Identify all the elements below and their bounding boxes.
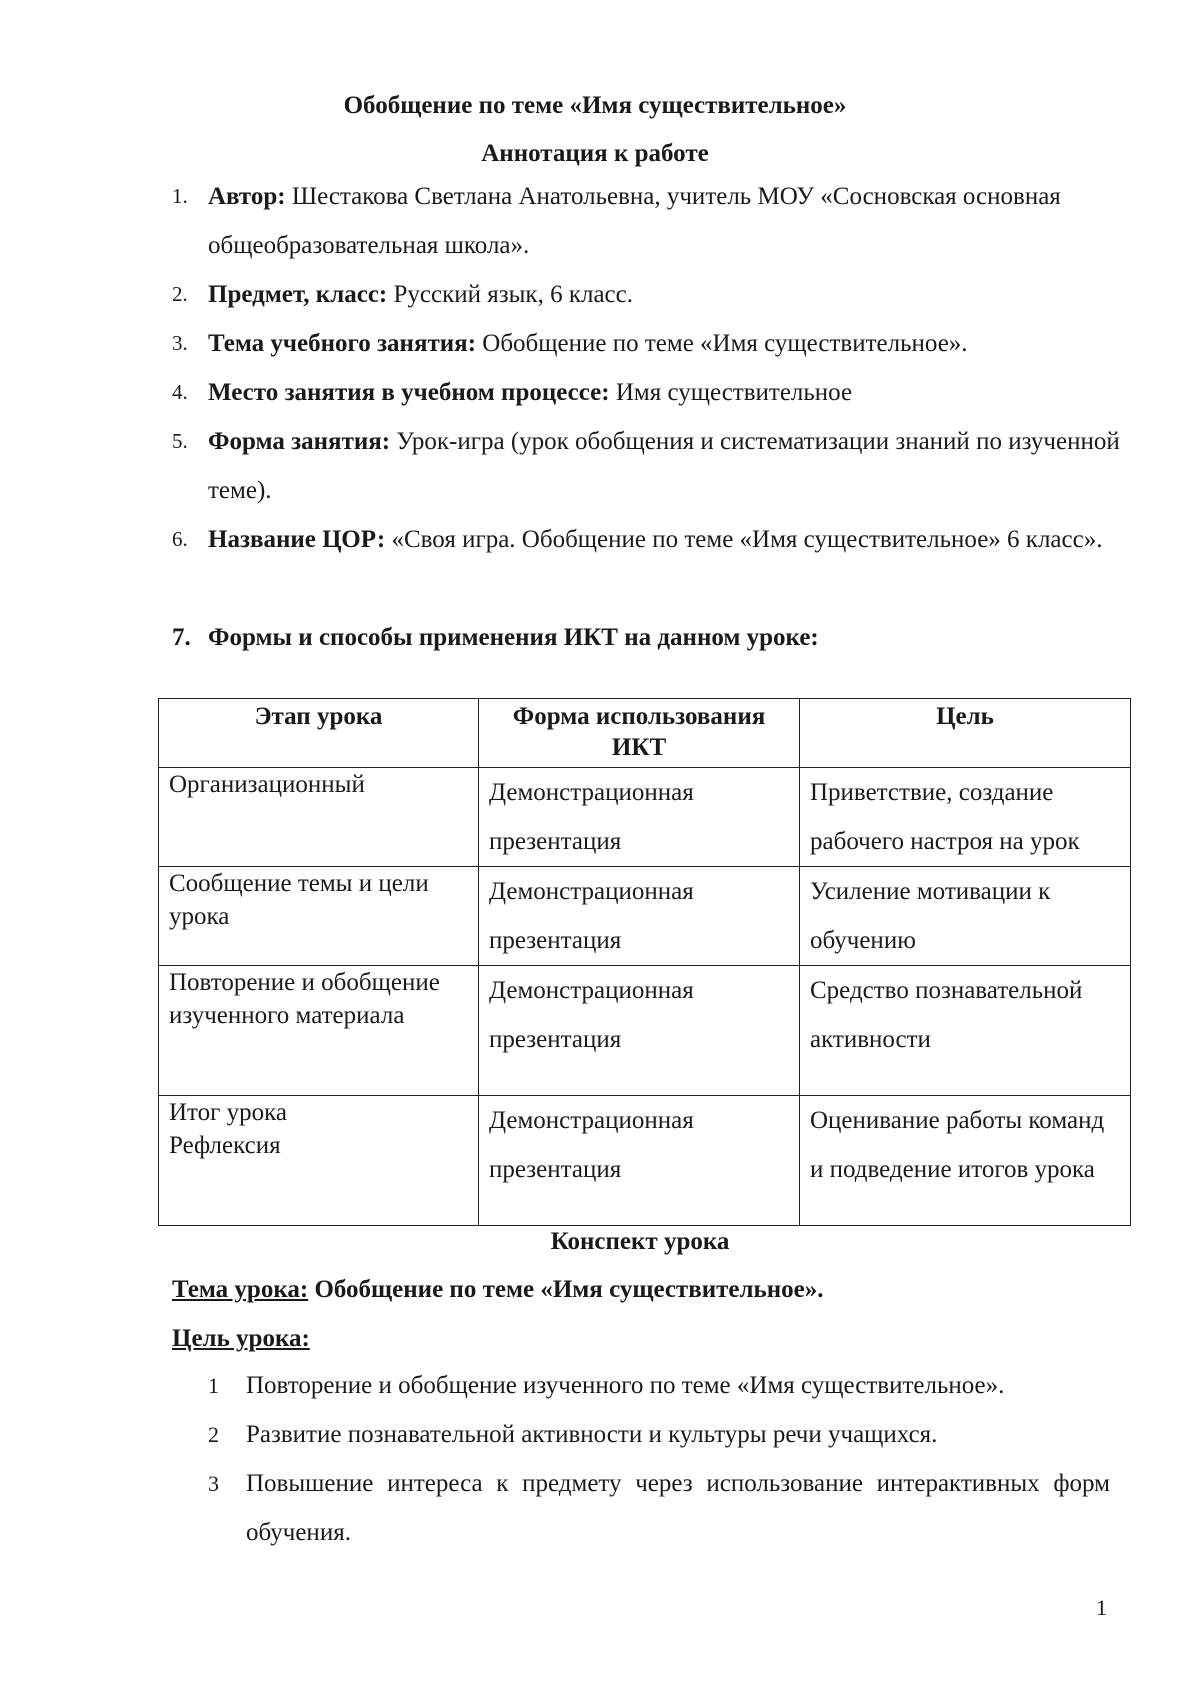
table-cell: Приветствие, создание рабочего настроя на урок bbox=[800, 768, 1131, 867]
item-number: 6. bbox=[172, 527, 188, 551]
item-label: Место занятия в учебном процессе: bbox=[208, 379, 610, 406]
annotation-item-5 bbox=[172, 417, 1122, 515]
goal-label: Цель урока: bbox=[172, 1325, 310, 1352]
item-label: Предмет, класс: bbox=[208, 281, 388, 308]
table-cell: Оценивание работы команд и подведение итогов урока bbox=[800, 1096, 1131, 1226]
cell-text: Итог урока Рефлексия bbox=[169, 1099, 288, 1159]
table-header-cell: Форма использования ИКТ bbox=[479, 699, 800, 768]
annotation-item-1 bbox=[172, 172, 1122, 270]
item-number: 5. bbox=[172, 429, 188, 453]
table-cell: Усиление мотивации к обучению bbox=[800, 867, 1131, 966]
item-text: Русский язык, 6 класс. bbox=[387, 281, 633, 308]
item-text: Шестакова Светлана Анатольевна, учитель МОУ «Сосновская основная общеобразовательная школа». bbox=[208, 183, 1061, 259]
table-header-row bbox=[159, 699, 1131, 768]
annotation-item-3 bbox=[172, 319, 1122, 368]
table-cell bbox=[159, 1096, 479, 1226]
topic-text: Обобщение по теме «Имя существительное». bbox=[308, 1276, 824, 1303]
table-row bbox=[159, 966, 1131, 1096]
item-label: Название ЦОР: bbox=[208, 526, 386, 553]
item-text: Обобщение по теме «Имя существительное». bbox=[476, 330, 968, 357]
item-label: Тема учебного занятия: bbox=[208, 330, 477, 357]
annotation-item-7 bbox=[172, 613, 1122, 662]
table-cell: Демонстрационная презентация bbox=[479, 768, 800, 867]
table-cell: Организационный bbox=[159, 768, 479, 867]
goal-text: Развитие познавательной активности и культуры речи учащихся. bbox=[246, 1421, 938, 1448]
item-number: 3. bbox=[172, 331, 188, 355]
item-label: Форма занятия: bbox=[208, 428, 391, 455]
item-number: 7. bbox=[172, 624, 191, 651]
item-number: 2. bbox=[172, 282, 188, 306]
item-text: Урок-игра (урок обобщения и систематизации знаний по изученной теме). bbox=[208, 428, 1120, 504]
item-text: Имя существительное bbox=[609, 379, 853, 406]
table-header-cell: Этап урока bbox=[159, 699, 479, 768]
table-cell: Демонстрационная презентация bbox=[479, 1096, 800, 1226]
annotation-item-6 bbox=[172, 515, 1122, 564]
table-cell: Средство познавательной активности bbox=[800, 966, 1131, 1096]
table-header-cell: Цель bbox=[800, 699, 1131, 768]
lesson-goal-heading bbox=[172, 1325, 310, 1353]
item-number: 1. bbox=[172, 184, 188, 208]
item-number: 4. bbox=[172, 380, 188, 404]
document-title: Обобщение по теме «Имя существительное» bbox=[343, 92, 847, 119]
document-subtitle: Аннотация к работе bbox=[481, 140, 709, 167]
table-cell: Повторение и обобщение изученного материала bbox=[159, 966, 479, 1096]
table-row bbox=[159, 1096, 1131, 1226]
ikt-table bbox=[158, 698, 1131, 1226]
goal-item-2 bbox=[208, 1410, 1110, 1459]
goal-item-1 bbox=[208, 1361, 1110, 1410]
goal-text: Повышение интереса к предмету через использование интерактивных форм обучения. bbox=[246, 1470, 1110, 1546]
lesson-topic bbox=[172, 1276, 824, 1304]
table-cell: Демонстрационная презентация bbox=[479, 867, 800, 966]
item-text: «Своя игра. Обобщение по теме «Имя существительное» 6 класс». bbox=[385, 526, 1103, 553]
annotation-item-2 bbox=[172, 270, 1122, 319]
item-label: Автор: bbox=[208, 183, 286, 210]
goal-number: 3 bbox=[208, 1471, 219, 1496]
item-label: Формы и способы применения ИКТ на данном уроке: bbox=[208, 624, 819, 651]
table-row bbox=[159, 768, 1131, 867]
konspekt-heading: Конспект урока bbox=[550, 1228, 730, 1255]
goal-number: 2 bbox=[208, 1422, 219, 1447]
annotation-item-4 bbox=[172, 368, 1122, 417]
page-number: 1 bbox=[1096, 1595, 1107, 1620]
table-row bbox=[159, 867, 1131, 966]
table-cell: Сообщение темы и цели урока bbox=[159, 867, 479, 966]
topic-label: Тема урока: bbox=[172, 1276, 309, 1303]
goal-number: 1 bbox=[208, 1373, 219, 1398]
table-cell: Демонстрационная презентация bbox=[479, 966, 800, 1096]
goal-text: Повторение и обобщение изученного по теме «Имя существительное». bbox=[246, 1372, 1005, 1399]
goal-item-3 bbox=[208, 1459, 1110, 1557]
